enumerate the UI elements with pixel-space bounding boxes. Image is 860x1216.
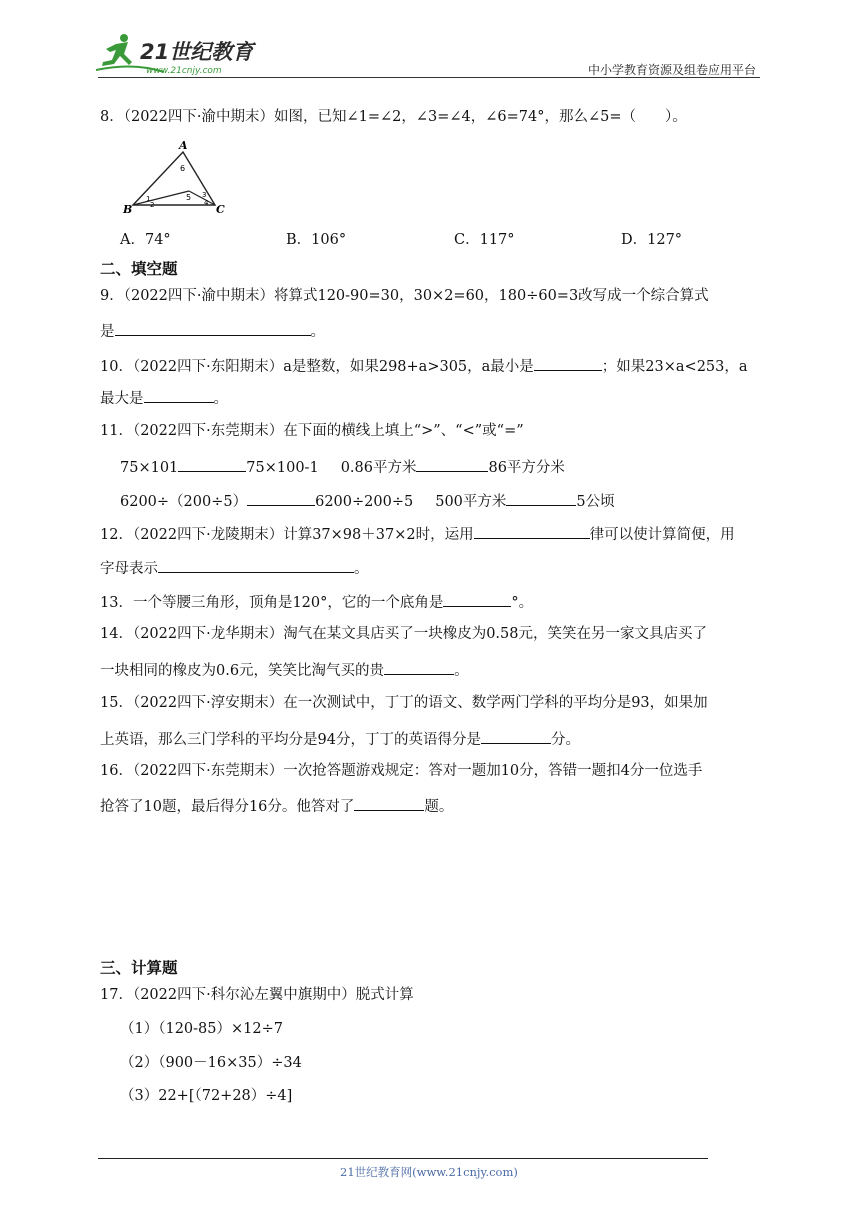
- answer-blank[interactable]: [506, 489, 576, 506]
- answer-blank[interactable]: [115, 319, 311, 336]
- label-c: C: [216, 203, 225, 216]
- angle-2: 2: [150, 201, 155, 209]
- label-b: B: [123, 203, 133, 216]
- label-a: A: [179, 139, 188, 152]
- question-9-line-1: 9．（2022四下·渝中期末）将算式120-90=30，30×2=60，180÷60=3改写成一个综合算式: [100, 288, 709, 304]
- question-16-line-2: 抢答了10题，最后得分16分。他答对了 题。: [100, 794, 453, 817]
- question-17-item-1: （1）（120-85）×12÷7: [120, 1021, 283, 1037]
- angle-5: 5: [186, 193, 192, 202]
- option-b: B．106°: [286, 232, 347, 248]
- answer-blank[interactable]: [534, 354, 602, 371]
- option-c: C．117°: [454, 232, 515, 248]
- angle-3: 3: [202, 191, 207, 199]
- triangle-figure: [120, 138, 232, 218]
- site-logo[interactable]: [94, 32, 264, 77]
- question-11-line-1: 11．（2022四下·东莞期末）在下面的横线上填上“>”、“<”或“=”: [100, 423, 524, 439]
- question-8: 8．（2022四下·渝中期末）如图，已知∠1=∠2，∠3=∠4，∠6=74°，那么∠5=（ ）。: [100, 109, 687, 125]
- answer-blank[interactable]: [144, 386, 214, 403]
- answer-blank[interactable]: [158, 556, 354, 573]
- question-11-row-2: 6200÷（200÷5） 6200÷200÷5 500平方米 5公顷: [120, 489, 615, 512]
- header-platform-text: 中小学教育资源及组卷应用平台: [587, 63, 756, 77]
- question-11-row-1: 75×101 75×100-1 0.86平方米 86平方分米: [120, 455, 565, 478]
- answer-blank[interactable]: [384, 658, 454, 675]
- question-16-line-1: 16．（2022四下·东莞期末）一次抢答题游戏规定：答对一题加10分，答错一题扣4分一位选手: [100, 763, 703, 779]
- angle-4: 4: [204, 199, 209, 207]
- answer-blank[interactable]: [354, 794, 424, 811]
- answer-blank[interactable]: [481, 727, 551, 744]
- section-2-heading: 二、填空题: [100, 260, 178, 278]
- question-9-line-2: 是 。: [100, 319, 325, 342]
- angle-6: 6: [180, 164, 186, 173]
- answer-blank[interactable]: [416, 455, 488, 472]
- question-17-item-2: （2）（900－16×35）÷34: [120, 1055, 302, 1071]
- option-d: D．127°: [621, 232, 683, 248]
- section-3-heading: 三、计算题: [100, 959, 178, 977]
- answer-blank[interactable]: [178, 455, 246, 472]
- question-12-line-2: 字母表示 。: [100, 556, 369, 579]
- logo-text: 21世纪教育: [140, 40, 254, 64]
- question-17-item-3: （3）22+[（72+28）÷4]: [120, 1088, 293, 1104]
- logo-url: www.21cnjy.com: [146, 66, 222, 76]
- footer-link[interactable]: 21世纪教育网(www.21cnjy.com): [340, 1165, 518, 1179]
- question-15-line-2: 上英语，那么三门学科的平均分是94分，丁丁的英语得分是 分。: [100, 727, 580, 750]
- option-a: A．74°: [120, 232, 171, 248]
- question-10-line-2: 最大是 。: [100, 386, 228, 409]
- question-10-line-1: 10．（2022四下·东阳期末）a是整数，如果298+a>305，a最小是 ；如果23×a<253，a: [100, 354, 748, 377]
- question-17-line-1: 17．（2022四下·科尔沁左翼中旗期中）脱式计算: [100, 987, 414, 1003]
- angle-1: 1: [146, 195, 151, 203]
- answer-blank[interactable]: [443, 590, 511, 607]
- answer-blank[interactable]: [247, 489, 315, 506]
- footer-divider: [98, 1158, 708, 1159]
- header-divider: [98, 77, 760, 78]
- question-14-line-2: 一块相同的橡皮为0.6元，笑笑比淘气买的贵 。: [100, 658, 469, 681]
- question-15-line-1: 15．（2022四下·淳安期末）在一次测试中，丁丁的语文、数学两门学科的平均分是93，如果加: [100, 695, 708, 711]
- question-14-line-1: 14．（2022四下·龙华期末）淘气在某文具店买了一块橡皮为0.58元，笑笑在另一家文具店买了: [100, 626, 707, 642]
- question-13: 13．一个等腰三角形，顶角是120°，它的一个底角是 °。: [100, 590, 533, 613]
- question-12-line-1: 12．（2022四下·龙陵期末）计算37×98＋37×2时，运用 律可以使计算简便，用: [100, 522, 735, 545]
- answer-blank[interactable]: [474, 522, 590, 539]
